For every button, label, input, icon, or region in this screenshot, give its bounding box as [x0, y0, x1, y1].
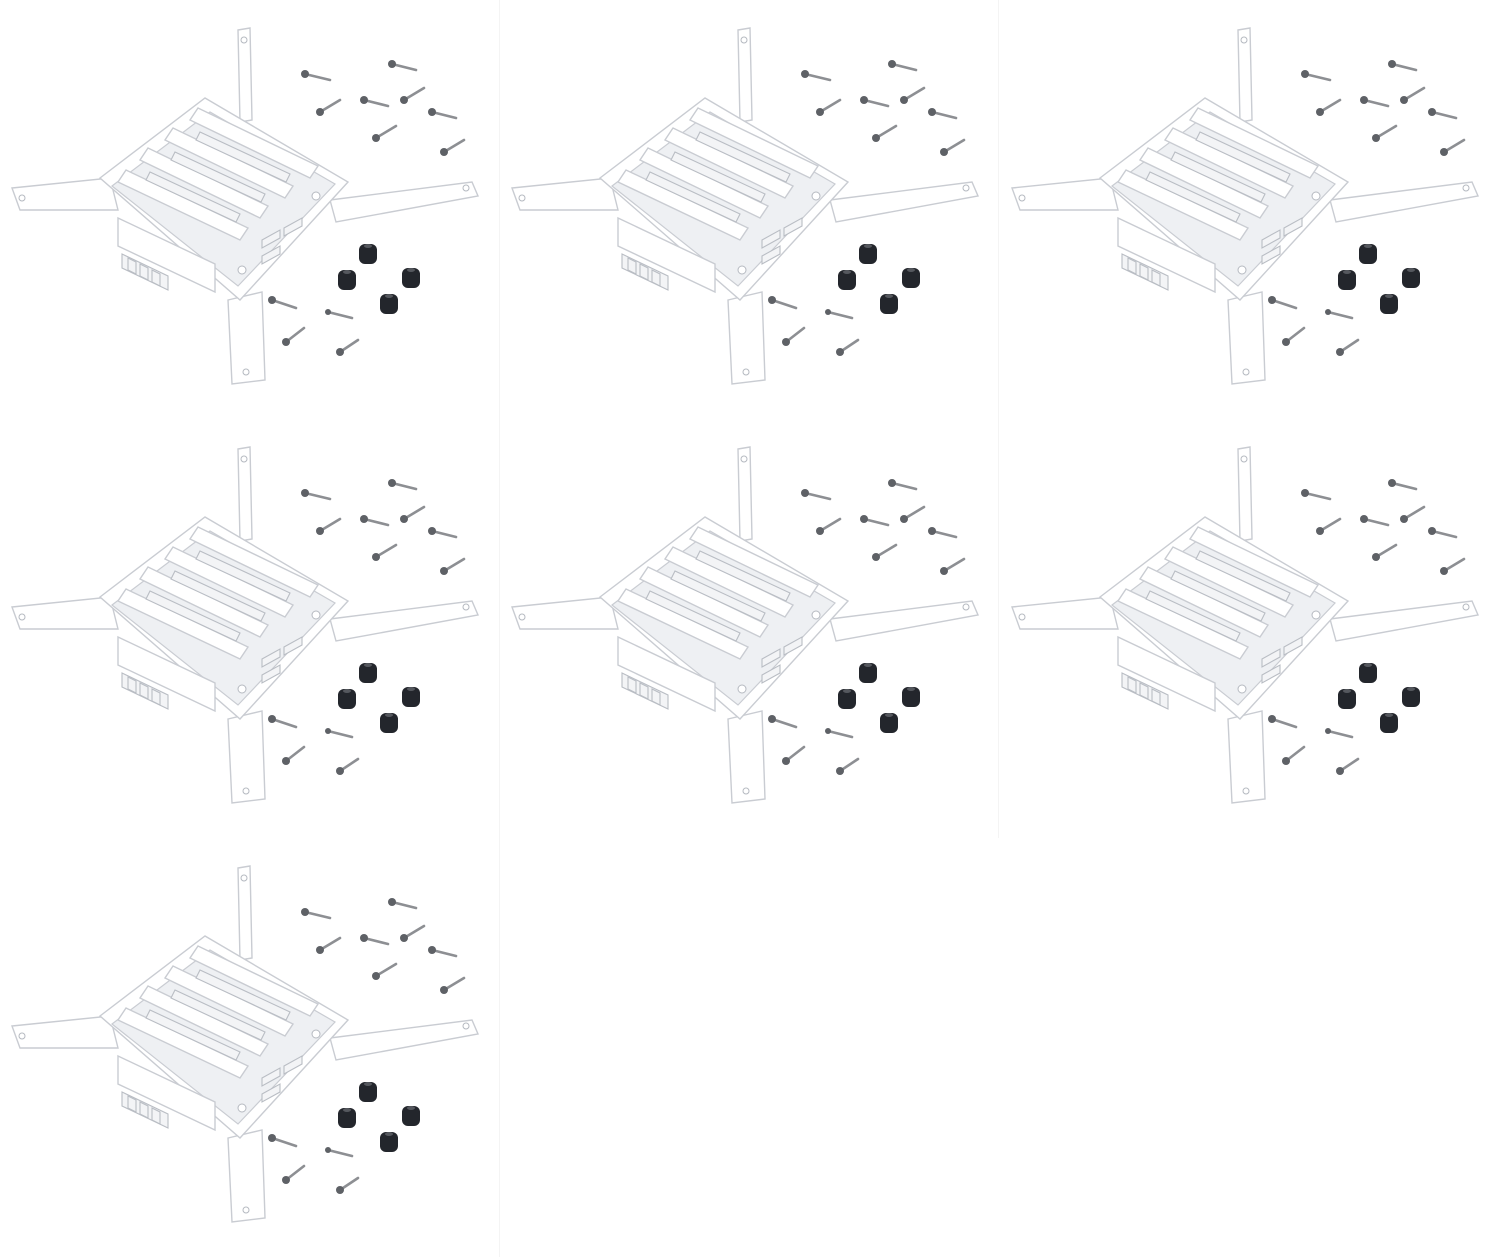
frame-kit-tile-2 — [500, 0, 1000, 419]
frame-kit-tile-3 — [1000, 0, 1500, 419]
frame-kit-tile-4 — [0, 419, 500, 838]
frame-kit-tile-5 — [500, 419, 1000, 838]
frame-kit-tile-6 — [1000, 419, 1500, 838]
frame-kit-tile-7 — [0, 838, 500, 1257]
frame-kit-tile-1 — [0, 0, 500, 419]
